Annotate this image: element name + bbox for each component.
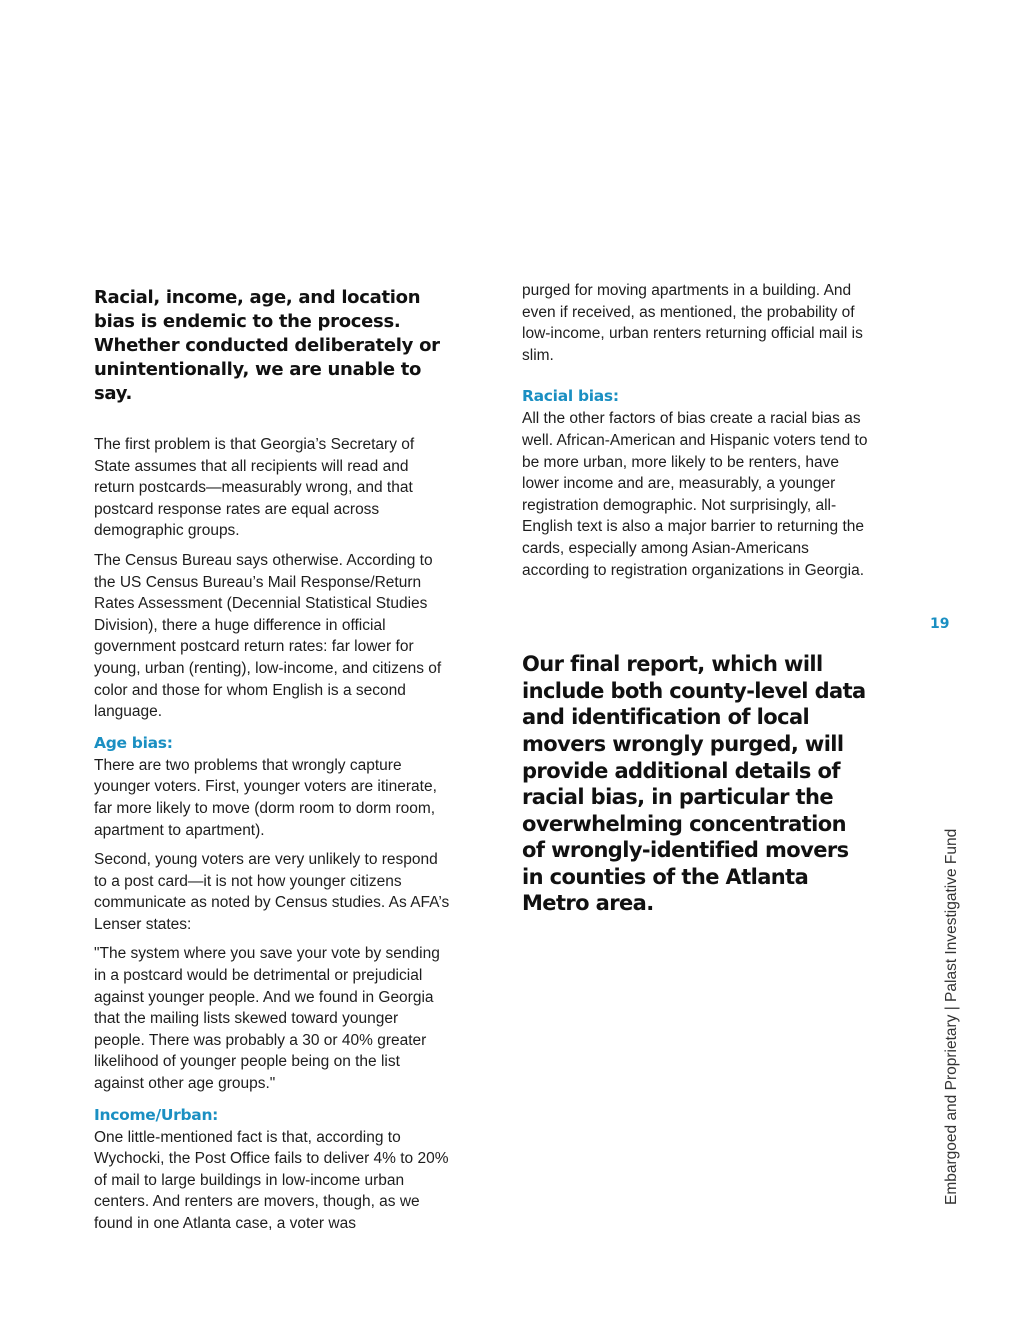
heading-racial-bias: Racial bias: (522, 387, 619, 406)
lead-statement: Racial, income, age, and location bias is endemic to the process. Whether conducted deliberately or unintentionally, we are unable to say. (94, 287, 440, 404)
quote-lenser: "The system where you save your vote by sending in a postcard would be detrimental or prejudicial against younger people. And we found in Georgia that the mailing lists skewed toward younger people. There was probably a 30 or 40% greater likelihood of younger people being on the list against other age groups." (94, 945, 440, 1093)
paragraph-income-urban: One little-mentioned fact is that, according to Wychocki, the Post Office fails to deliver 4% to 20% of mail to large buildings in low-income urban centers. And renters are movers, though, as we found in one Atlanta case, a voter was (94, 1128, 449, 1232)
side-label: Embargoed and Proprietary | Palast Investigative Fund (943, 828, 960, 1205)
paragraph-census-bureau: The Census Bureau says otherwise. According to the US Census Bureau’s Mail Response/Return Rates Assessment (Decennial Statistical Studies Division), there a huge difference in official government postcard return rates: far lower for young, urban (renting), low-income, and citizens of color and those for whom English is a second language. (94, 551, 442, 721)
left-column (94, 286, 452, 1243)
paragraph-racial-bias: All the other factors of bias create a racial bias as well. African-American and Hispanic voters tend to be more urban, more likely to be renters, have lower income and are, measurably, a younger registration demographic. Not surprisingly, all-English text is also a major barrier to returning the cards, especially among Asian-Americans according to registration organizations in Georgia. (522, 410, 868, 579)
paragraph-age-bias-1: There are two problems that wrongly capture younger voters. First, younger voters are itinerate, far more likely to move (dorm room to dorm room, apartment to apartment). (94, 756, 437, 839)
heading-income-urban: Income/Urban: (94, 1105, 219, 1124)
paragraph-first-problem: The first problem is that Georgia’s Secretary of State assumes that all recipients will read and return postcards—measurably wrong, and that postcard response rates are equal across demographic groups. (94, 436, 415, 540)
paragraph-continued: purged for moving apartments in a building. And even if received, as mentioned, the probability of low-income, urban renters returning official mail is slim. (522, 282, 863, 364)
paragraph-age-bias-2: Second, young voters are very unlikely to respond to a post card—it is not how younger citizens communicate as noted by Census studies. As AFA’s Lenser states: (94, 851, 450, 933)
page-number: 19 (930, 616, 950, 632)
final-report-callout: Our final report, which will include both county-level data and identification of local movers wrongly purged, will provide additional details of racial bias, in particular the overwhelming concentration of wrongly-identified movers in counties of the Atlanta Metro area. (522, 652, 866, 916)
right-column (522, 280, 874, 917)
heading-age-bias: Age bias: (94, 733, 173, 752)
